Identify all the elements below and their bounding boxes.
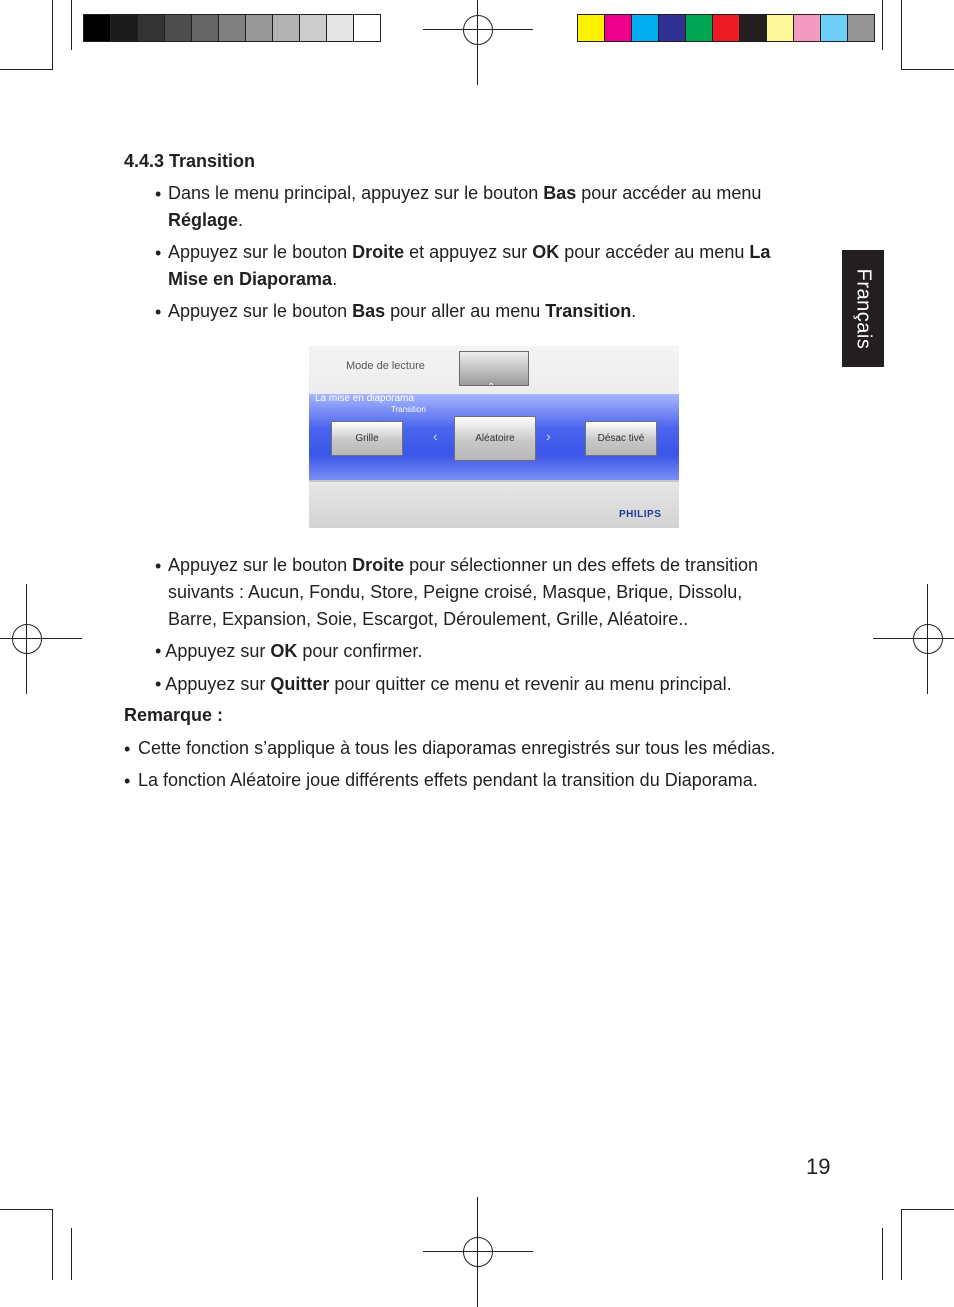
color-swatch (327, 15, 354, 41)
submenu-label: Transition (391, 405, 426, 414)
color-swatch (111, 15, 138, 41)
color-swatch (165, 15, 192, 41)
option-desactive[interactable]: Désac tivé (585, 421, 657, 456)
registration-mark-right (873, 584, 954, 694)
crop-mark (901, 1209, 902, 1280)
color-swatch (138, 15, 165, 41)
device-screenshot (309, 346, 679, 528)
crop-mark (0, 1209, 53, 1210)
step-2: Appuyez sur le bouton Droite et appuyez sur OK pour accéder au menu La Mise en Diaporama. (168, 242, 771, 289)
bullet: • (124, 771, 131, 791)
bullet: • (124, 739, 131, 759)
lower-panel (309, 480, 679, 528)
color-swatch (632, 15, 659, 41)
crop-mark (882, 0, 883, 50)
chevron-up-icon: ⌃ (487, 382, 496, 393)
mode-thumbnail (459, 351, 529, 386)
option-grille[interactable]: Grille (331, 421, 403, 456)
step-4: Appuyez sur le bouton Droite pour sélectionner un des effets de transition suivants : Aucun, Fondu, Store, Peigne croisé, Masque, Brique, Dissolu, Barre, Expansion, Soie, Escargot, Déroulement, Grille, Aléatoire.. (168, 555, 759, 629)
option-aleatoire[interactable]: Aléatoire (454, 416, 536, 461)
bullet: • (155, 556, 162, 576)
remarque-title: Remarque : (124, 705, 224, 725)
step-5: • Appuyez sur OK pour confirmer. (155, 641, 423, 661)
step-6: • Appuyez sur Quitter pour quitter ce menu et revenir au menu principal. (155, 674, 732, 694)
crop-mark (901, 0, 902, 70)
mode-label: Mode de lecture (346, 360, 425, 372)
color-swatch (686, 15, 713, 41)
section-heading: 4.4.3 Transition (124, 151, 256, 171)
color-swatch (659, 15, 686, 41)
color-swatch (821, 15, 848, 41)
chevron-left-icon[interactable]: ‹ (433, 428, 438, 444)
registration-mark-left (0, 584, 82, 694)
color-swatch (578, 15, 605, 41)
color-swatch (794, 15, 821, 41)
registration-mark-top (423, 0, 533, 85)
color-swatch (740, 15, 767, 41)
color-swatch (300, 15, 327, 41)
color-swatch (605, 15, 632, 41)
page-number: 19 (806, 1154, 831, 1179)
registration-mark-bottom (423, 1197, 533, 1307)
step-3: Appuyez sur le bouton Bas pour aller au menu Transition. (168, 301, 637, 321)
step-1: Dans le menu principal, appuyez sur le bouton Bas pour accéder au menu Réglage. (168, 183, 762, 230)
color-swatch (192, 15, 219, 41)
note-2: La fonction Aléatoire joue différents effets pendant la transition du Diaporama. (138, 770, 758, 790)
language-tab (842, 250, 884, 367)
color-swatch (848, 15, 874, 41)
brand-logo: PHILIPS (619, 509, 662, 520)
grayscale-bar (83, 14, 381, 42)
color-swatch (273, 15, 300, 41)
color-swatch (713, 15, 740, 41)
crop-mark (901, 69, 954, 70)
color-swatch (246, 15, 273, 41)
crop-mark (0, 69, 53, 70)
menu-label: La mise en diaporama (315, 393, 414, 404)
bullet: • (155, 243, 162, 263)
crop-mark (52, 1209, 53, 1280)
crop-mark (71, 0, 72, 50)
crop-mark (882, 1228, 883, 1280)
note-1: Cette fonction s’applique à tous les diaporamas enregistrés sur tous les médias. (138, 738, 776, 758)
bullet: • (155, 302, 162, 322)
color-swatch (767, 15, 794, 41)
color-swatch (354, 15, 380, 41)
crop-mark (52, 0, 53, 70)
chevron-right-icon[interactable]: › (546, 428, 551, 444)
color-bar (577, 14, 875, 42)
crop-mark (71, 1228, 72, 1280)
color-swatch (84, 15, 111, 41)
color-swatch (219, 15, 246, 41)
language-label: Français (852, 268, 875, 349)
crop-mark (901, 1209, 954, 1210)
bullet: • (155, 184, 162, 204)
